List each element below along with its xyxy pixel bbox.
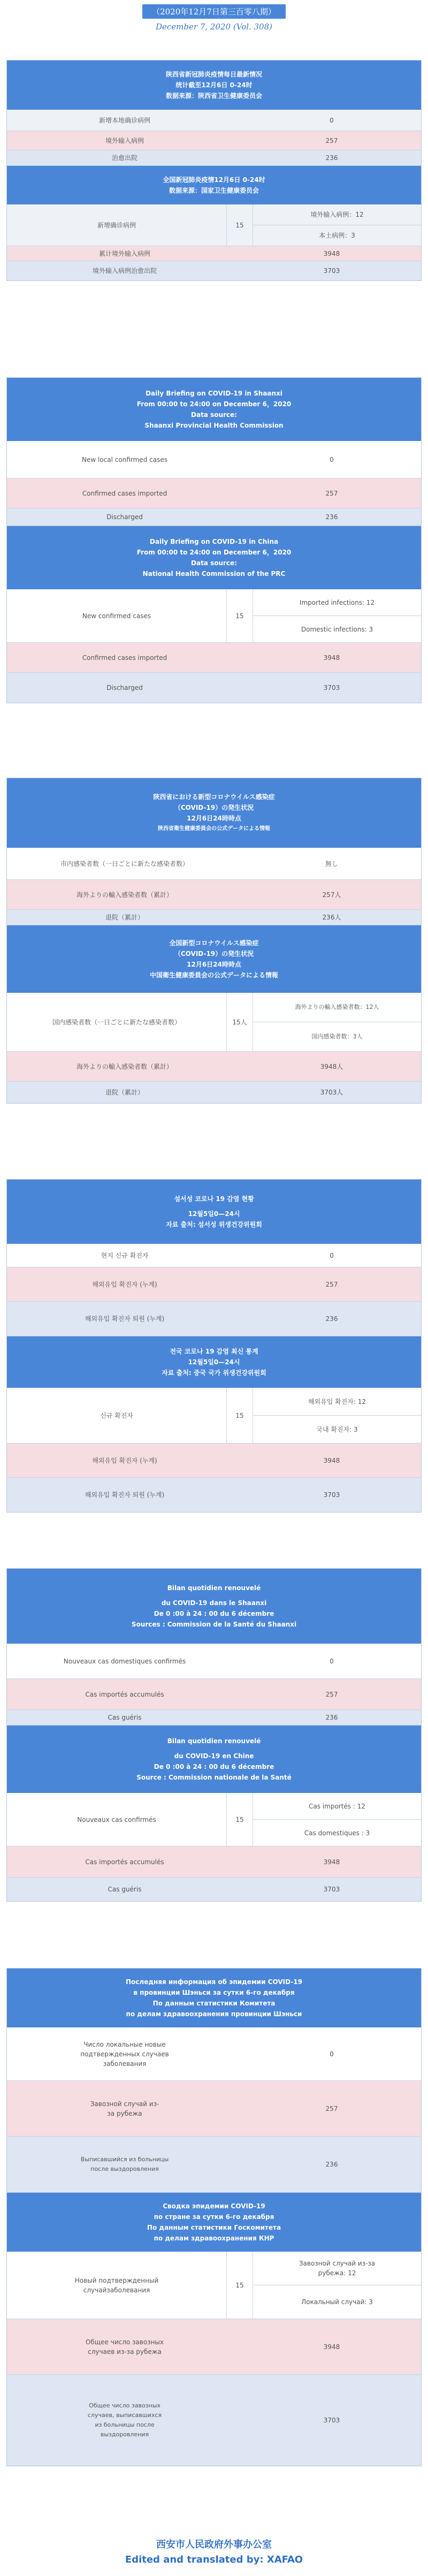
title-line: du COVID-19 en Chine [174,1752,254,1760]
row-label: Confirmed cases imported [82,654,167,662]
table-row [7,1644,421,1679]
breakdown [253,2252,421,2319]
row-value: 3948 [323,249,340,257]
title-line: From 00:00 to 24:00 on December 6，2020 [136,549,292,556]
ru-shaanxi-table [6,1968,422,2193]
row-label: 退院（累計） [105,1089,144,1096]
row-value: 0 [330,2050,334,2058]
row-value: 257 [325,1280,338,1288]
row-value: 3948 [323,2343,340,2351]
title-line: Bilan quotidien renouvelé [167,1737,261,1745]
row-label: 治愈出院 [111,154,137,162]
ru-block [6,1968,422,2466]
table-row [7,1846,421,1878]
title-line: 12월5일0—24시 [188,1358,240,1366]
zh-shaanxi-table [6,60,422,166]
row-value: 3703 [323,1491,340,1499]
table-row [7,1679,421,1710]
table-row [7,1443,421,1478]
title-line: 陕西省新冠肺炎疫情每日最新情况 [165,71,262,78]
imported-count: Imported infections: 12 [253,589,421,616]
table-row [7,2375,421,2466]
title-line: По данным статистики Комитета [152,2000,276,2007]
row-value: 15 [226,1388,253,1443]
table-row [7,261,421,280]
table-row [7,848,421,880]
title-line: Sources : Commission de la Santé du Shaanxi [131,1621,297,1628]
row-value: 15 [226,2252,253,2319]
zh-national-table [6,166,422,281]
row-value: 0 [330,116,334,124]
new-cases-row [7,993,421,1052]
row-label: 新增确诊病例 [97,221,136,229]
title-line: Bilan quotidien renouvelé [167,1584,261,1592]
ru-shaanxi-header [7,1969,421,2027]
row-label: 境外输入病例 [105,136,144,145]
row-label: Discharged [106,684,143,692]
row-value: 257人 [322,891,341,899]
row-label: Cas importés accumulés [85,1858,164,1866]
ko-shaanxi-table [6,1179,422,1336]
table-row [7,1052,421,1082]
row-value: 236 [325,513,338,521]
table-row [7,880,421,910]
table-row [7,1082,421,1103]
table-row [7,110,421,131]
breakdown [253,589,421,642]
row-value: 257 [325,1690,338,1698]
breakdown [253,204,421,246]
breakdown [253,993,421,1051]
ru-national-header [7,2193,421,2252]
title-line: по делам здравоохранения КНР [154,2235,274,2242]
new-cases-row [7,1388,421,1443]
en-shaanxi-table [6,377,422,526]
ja-shaanxi-header [7,778,421,848]
breakdown [253,1793,421,1846]
title-line: 12月6日24時時点 [187,961,241,968]
row-value: 3948 [323,1456,340,1464]
row-value: 3703 [323,684,340,692]
table-row [7,246,421,261]
row-value: 257 [325,136,338,145]
new-cases-row [7,204,421,246]
fr-national-header [7,1726,421,1793]
title-line: в провинции Шэньси за сутки 6-го декабря [133,1989,295,1996]
title-line: 数据来源：国家卫生健康委员会 [169,187,259,194]
row-value: 236 [325,2161,338,2168]
title-line: Daily Briefing on COVID-19 in China [149,538,279,545]
row-label: Nouveaux cas domestiques confirmés [63,1657,186,1665]
breakdown [253,1388,421,1443]
en-national-header [7,526,421,589]
title-line: Source : Commission nationale de la Santé [136,1774,292,1781]
row-label: Confirmed cases imported [82,489,167,497]
row-value: 236 [325,1315,338,1323]
row-label: Cas importés accumulés [85,1690,164,1698]
row-label: Завозной случай из-за рубежа [90,2100,159,2117]
row-label: 해외유입 확진자 퇴원 (누계) [85,1315,165,1323]
row-label: 海外よりの輸入感染者数（累計） [76,891,173,899]
row-label: Cas guéris [108,1886,142,1893]
local-count: Локальный случай: 3 [301,2298,373,2306]
title-line: 12月6日24時時点 [187,815,241,822]
title-line: Последняя информация об эпидемии COVID-19 [126,1978,302,1986]
footer-org: 西安市人民政府外事办公室 [156,2539,272,2550]
title-line: （COVID-19）の発生状況 [174,804,254,811]
ru-national-table [6,2193,422,2466]
row-value: 15 [226,1793,253,1846]
row-value: 3948 [323,1858,340,1866]
title-line: 전국 코로나 19 감염 최신 통계 [170,1348,258,1355]
table-row [7,2137,421,2192]
ja-national-table [6,925,422,1104]
ko-national-table [6,1336,422,1513]
title-line: по стране за сутки 6-го декабря [154,2213,274,2221]
footer [0,2537,428,2565]
local-count: 국내 확진자: 3 [316,1425,358,1433]
row-label: 退院（累計） [105,914,144,921]
table-row [7,441,421,478]
fr-national-table [6,1726,422,1902]
row-value: 236人 [322,914,341,921]
table-row [7,1710,421,1725]
title-line: Shaanxi Provincial Health Commission [144,422,284,429]
row-value: 15 [226,589,253,642]
imported-count: 해외유입 확진자: 12 [253,1388,421,1416]
title-line: From 00:00 to 24:00 on December 6，2020 [136,400,292,408]
table-row [7,673,421,703]
row-value: 15人 [226,993,253,1051]
row-label: Discharged [106,513,143,521]
local-count: Domestic infections: 3 [301,625,373,633]
table-row [7,2081,421,2137]
zh-block [6,60,422,281]
ja-national-header [7,925,421,993]
imported-count: 境外输入病例：12 [253,204,421,225]
table-row [7,2027,421,2081]
new-cases-row [7,589,421,643]
table-row [7,150,421,165]
row-label: 해외유입 확진자 퇴원 (누계) [85,1491,165,1499]
row-label: New confirmed cases [82,612,151,620]
row-label: Nouveaux cas confirmés [77,1815,156,1823]
en-national-table [6,526,422,703]
table-row [7,1478,421,1512]
ko-national-header [7,1336,421,1388]
title-line: По данным статистики Госкомитета [147,2224,281,2231]
title-line: 全国新冠肺炎疫情12月6日 0-24时 [163,176,265,184]
row-label: 해외유입 확진자 (누계) [92,1456,157,1464]
table-row [7,508,421,526]
title-line: 全国新型コロナウイルス感染症 [169,939,259,947]
title-line: du COVID-19 dans le Shaanxi [161,1599,267,1607]
title-line: Сводка эпидемии COVID-19 [163,2202,265,2210]
title-line: De 0 :00 à 24 : 00 du 6 décembre [154,1763,274,1770]
row-label: 海外よりの輸入感染者数（累計） [76,1062,173,1070]
row-label: Общее число завозных случаев из-за рубежа [86,2338,164,2355]
issue-date-line: December 7, 2020 (Vol. 308) [156,22,272,32]
row-label: 累计境外输入病例 [98,249,150,257]
row-value: 0 [330,455,334,463]
title-line: 陝西省衛生健康委員会の公式データによる情報 [158,826,270,832]
title-line: 자료 출처: 섬서성 위생건강위원회 [166,1221,262,1228]
local-count: 本土病例：3 [319,232,355,239]
row-value: 15 [226,204,253,246]
row-value: 257 [325,489,338,497]
row-label: 境外输入病例治愈出院 [92,267,157,275]
title-line: по делам здравоохранения провинции Шэньси [126,2010,302,2018]
row-label: Общее число завозных случаев, выписавшихся из больницы после выздоровления [87,2402,162,2438]
ja-block [6,778,422,1104]
row-label: Новый подтвержденный случайзаболевания [74,2276,159,2294]
row-value: 3703 [323,267,340,275]
title-line: 陝西省における新型コロナウイルス感染症 [153,793,275,801]
row-label: New local confirmed cases [82,455,167,463]
table-row [7,1878,421,1901]
table-row [7,478,421,508]
new-cases-row [7,1793,421,1846]
issue-badge: （2020年12月7日第三百零八期） [142,4,286,19]
fr-shaanxi-header [7,1569,421,1644]
row-value: 3703 [323,1886,340,1893]
row-value: 0 [330,1657,334,1665]
row-label: 신규 확진자 [100,1411,133,1419]
row-value: 0 [330,1251,334,1259]
row-label: Выписавшийся из больницы после выздоровления [80,2156,169,2172]
row-label: 현지 신규 확진자 [101,1251,149,1259]
zh-national-header [7,166,421,204]
fr-shaanxi-table [6,1568,422,1726]
table-row [7,131,421,150]
local-count: 国内感染者数：3人 [311,1033,363,1040]
zh-shaanxi-header [7,60,421,110]
title-line: 12월5일0—24시 [188,1210,240,1218]
row-value: 236 [325,154,338,162]
ko-shaanxi-header [7,1180,421,1244]
table-row [7,1302,421,1336]
imported-count: Завозной случай из-за рубежа: 12 [253,2252,421,2285]
local-count: Cas domestiques : 3 [304,1829,370,1837]
issue-header [0,0,428,32]
table-row [7,2319,421,2375]
row-label: 新增本地确诊病例 [98,116,150,124]
imported-count: Cas importés : 12 [253,1793,421,1820]
table-row [7,1244,421,1267]
row-value: 3948 [323,654,340,662]
en-block [6,377,422,703]
row-label: 해외유입 확진자 (누계) [92,1280,157,1288]
title-line: Daily Briefing on COVID-19 in Shaanxi [146,390,282,397]
row-value: 3703人 [320,1089,343,1096]
row-value: 236 [325,1714,338,1721]
title-line: Data source: [191,411,237,419]
row-label: 国内感染者数（一日ごとに新たな感染者数） [52,1018,181,1026]
ja-shaanxi-table [6,778,422,925]
row-label: 市内感染者数（一日ごとに新たな感染者数） [60,860,189,868]
row-label: Cas guéris [108,1714,142,1721]
fr-block [6,1568,422,1902]
row-value: 257 [325,2104,338,2113]
table-row [7,643,421,673]
title-line: 数据来源：陕西省卫生健康委员会 [165,92,262,100]
title-line: 中国衛生健康委員会の公式データによる情報 [149,971,278,979]
title-line: 섬서성 코로나 19 감염 현황 [174,1195,254,1203]
ko-block [6,1179,422,1513]
row-value: 無し [325,860,338,868]
title-line: Data source: [191,559,237,567]
row-value: 3948人 [320,1062,343,1070]
table-row [7,1267,421,1302]
en-shaanxi-header [7,378,421,441]
table-row [7,910,421,925]
new-cases-row [7,2252,421,2319]
title-line: 统计截至12月6日 0-24时 [175,81,253,89]
title-line: （COVID-19）の発生状況 [174,950,254,958]
title-line: National Health Commission of the PRC [142,570,286,577]
title-line: 자료 출처: 중국 국가 위생건강위원회 [162,1369,266,1377]
imported-count: 海外よりの輸入感染者数：12人 [253,993,421,1022]
title-line: De 0 :00 à 24 : 00 du 6 décembre [154,1610,274,1617]
row-value: 3703 [323,2417,340,2424]
footer-credit: Edited and translated by: XAFAO [125,2554,303,2565]
row-label: Число локальные новые подтвержденных случаев заболевания [80,2040,169,2068]
